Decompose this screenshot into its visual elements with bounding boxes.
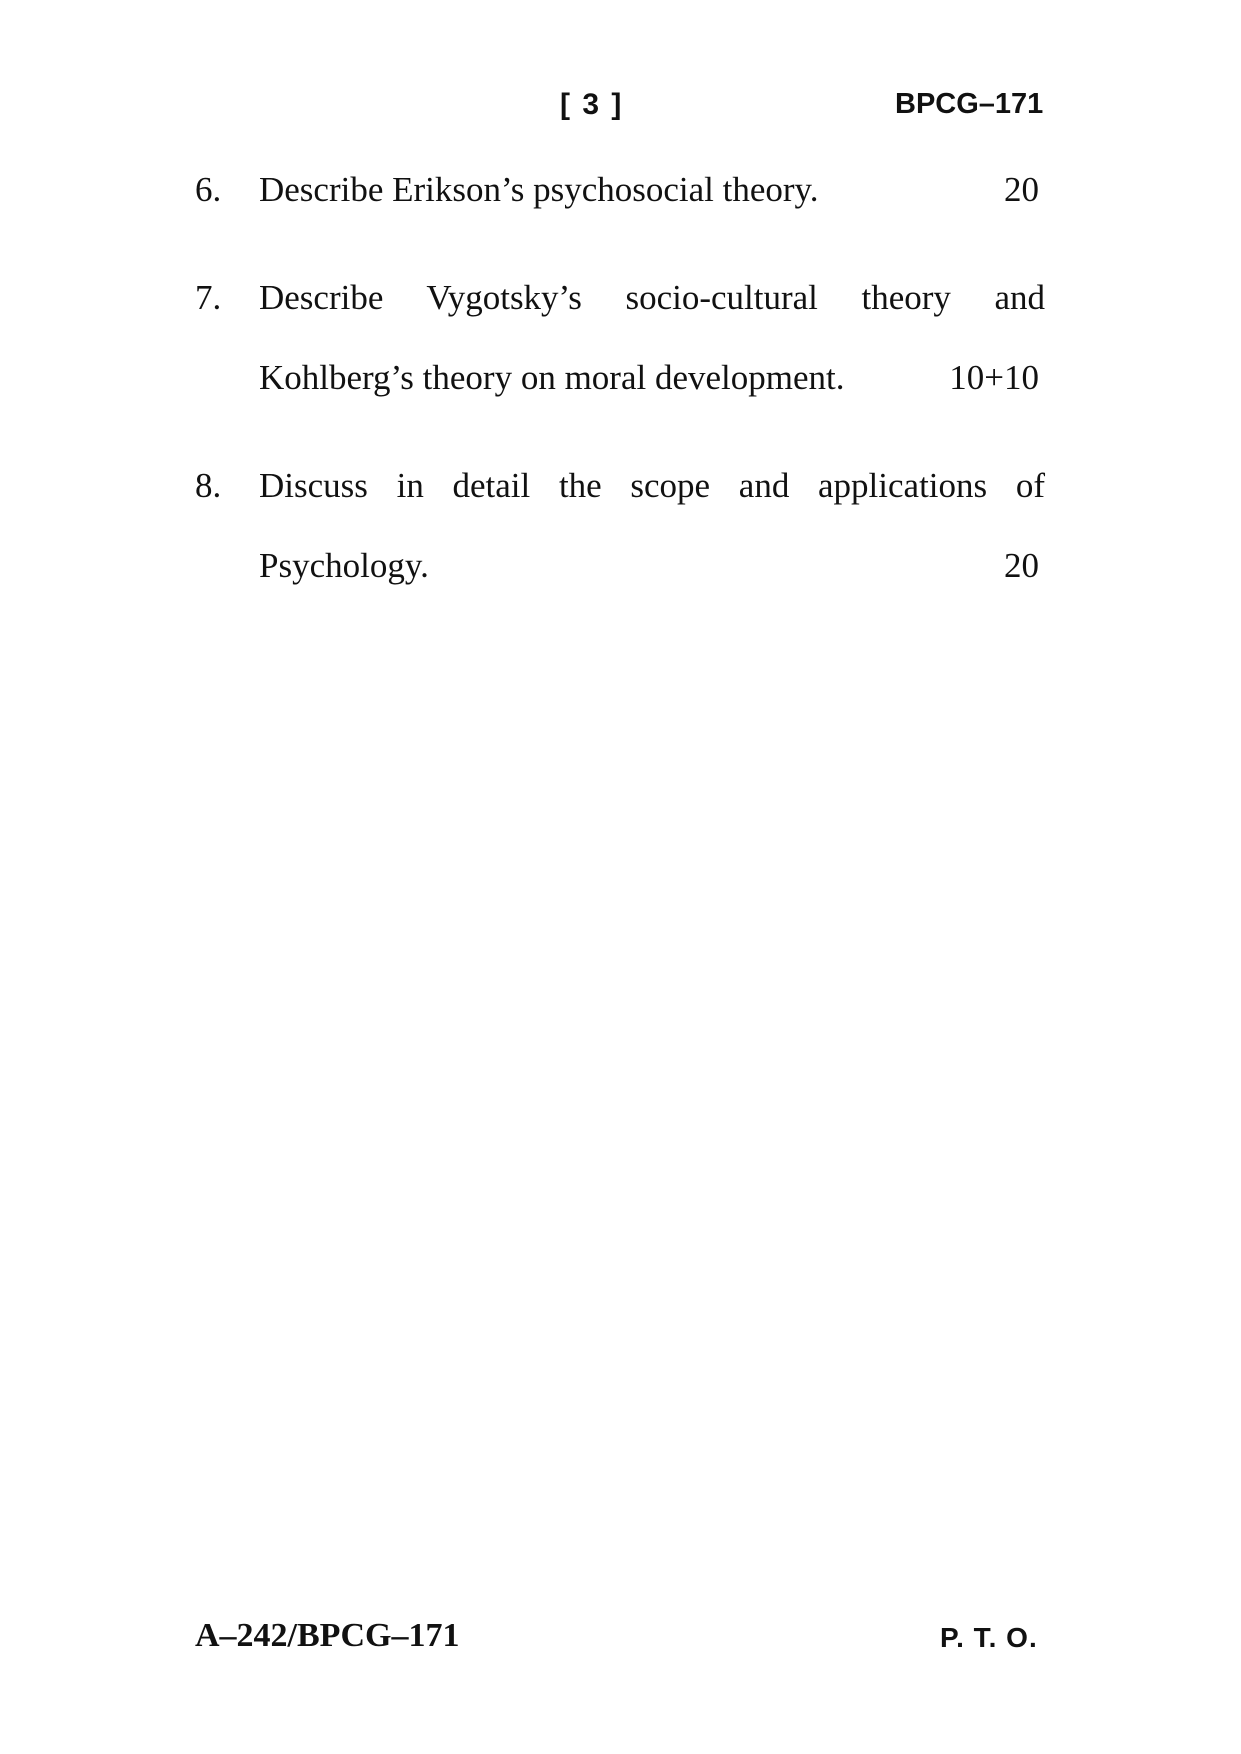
question-line — [259, 338, 1045, 418]
question-body — [259, 446, 1045, 606]
question-number: 7. — [195, 278, 222, 317]
question-marks: 20 — [1004, 170, 1039, 209]
question-number: 6. — [195, 170, 222, 209]
page-number: [ 3 ] — [560, 88, 624, 121]
question-text-line-2: Psychology. — [259, 546, 429, 585]
question-text-line-1: Discuss in detail the scope and applications of — [259, 466, 1045, 505]
question-8 — [195, 446, 1045, 606]
question-number: 8. — [195, 466, 222, 505]
course-code-header: BPCG–171 — [895, 88, 1044, 120]
footer-paper-code: A–242/BPCG–171 — [195, 1617, 460, 1654]
question-body — [259, 150, 1045, 230]
question-6 — [195, 150, 1045, 230]
question-marks: 10+10 — [949, 358, 1039, 397]
question-7 — [195, 258, 1045, 418]
question-list — [195, 150, 1045, 634]
please-turn-over: P. T. O. — [940, 1622, 1038, 1653]
question-line — [259, 150, 1045, 230]
question-text-line-1: Describe Vygotsky’s socio-cultural theory and — [259, 278, 1045, 317]
question-text-line-2: Kohlberg’s theory on moral development. — [259, 358, 845, 397]
question-line — [259, 526, 1045, 606]
question-body — [259, 258, 1045, 418]
question-text: Describe Erikson’s psychosocial theory. — [259, 170, 819, 209]
question-marks: 20 — [1004, 546, 1039, 585]
